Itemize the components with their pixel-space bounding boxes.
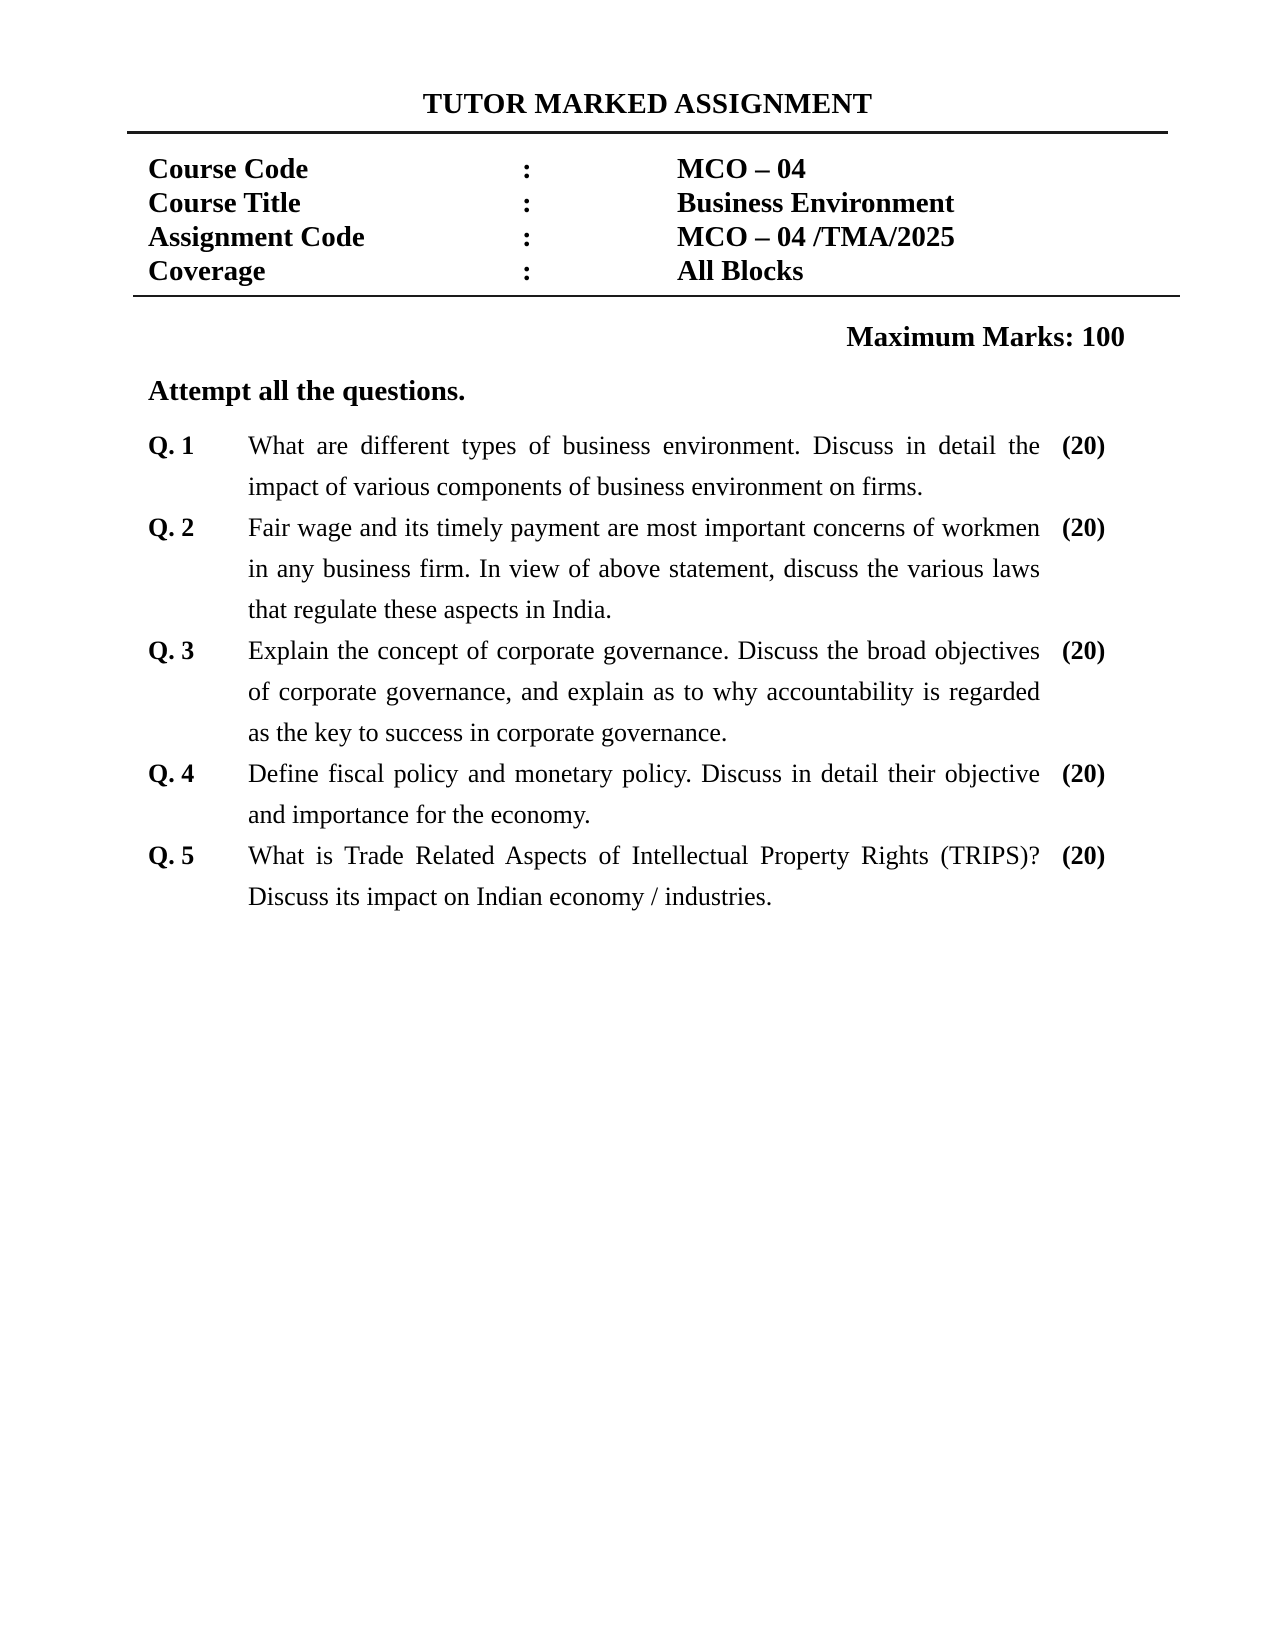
bottom-rule xyxy=(133,295,1180,297)
coverage-separator: : xyxy=(522,255,532,287)
question-text: Fair wage and its timely payment are most important concerns of workmen in any business firm. In view of above statement, discuss the various laws that regulate these aspects in India. xyxy=(248,513,1040,624)
question-text: Define fiscal policy and monetary policy. Discuss in detail their objective and importance for the economy. xyxy=(248,759,1040,829)
question-number: Q. 4 xyxy=(148,759,195,788)
question-row xyxy=(148,507,1158,630)
course-title-separator: : xyxy=(522,187,532,219)
course-title-value: Business Environment xyxy=(677,187,955,219)
assignment-code-value: MCO – 04 /TMA/2025 xyxy=(677,221,955,253)
instruction-text: Attempt all the questions. xyxy=(148,375,466,407)
question-number: Q. 1 xyxy=(148,431,195,460)
course-info-row xyxy=(148,186,1168,220)
question-text: What are different types of business environment. Discuss in detail the impact of various components of business environment on firms. xyxy=(248,431,1040,501)
assignment-code-separator: : xyxy=(522,221,532,253)
course-code-label: Course Code xyxy=(148,153,309,185)
course-code-value: MCO – 04 xyxy=(677,153,806,185)
question-marks: (20) xyxy=(1062,431,1106,460)
question-marks: (20) xyxy=(1062,513,1106,542)
question-text: Explain the concept of corporate governance. Discuss the broad objectives of corporate governance, and explain as to why accountability is regarded as the key to success in corporate governance. xyxy=(248,636,1040,747)
course-info-row xyxy=(148,152,1168,186)
top-rule xyxy=(127,131,1168,134)
question-row xyxy=(148,630,1158,753)
document-title: TUTOR MARKED ASSIGNMENT xyxy=(422,88,873,120)
question-marks: (20) xyxy=(1062,841,1106,870)
question-marks: (20) xyxy=(1062,759,1106,788)
course-info-row xyxy=(148,254,1168,288)
course-code-separator: : xyxy=(522,153,532,185)
maximum-marks: Maximum Marks: 100 xyxy=(846,321,1125,353)
course-title-label: Course Title xyxy=(148,187,301,219)
question-marks: (20) xyxy=(1062,636,1106,665)
coverage-value: All Blocks xyxy=(677,255,804,287)
question-row xyxy=(148,835,1158,917)
questions-list xyxy=(148,425,1158,917)
course-info-table xyxy=(148,152,1168,288)
question-row xyxy=(148,753,1158,835)
coverage-label: Coverage xyxy=(148,255,266,287)
question-text: What is Trade Related Aspects of Intellectual Property Rights (TRIPS)? Discuss its impact on Indian economy / industries. xyxy=(248,841,1040,911)
question-number: Q. 5 xyxy=(148,841,195,870)
question-number: Q. 3 xyxy=(148,636,195,665)
question-row xyxy=(148,425,1158,507)
question-number: Q. 2 xyxy=(148,513,195,542)
assignment-code-label: Assignment Code xyxy=(148,221,365,253)
course-info-row xyxy=(148,220,1168,254)
